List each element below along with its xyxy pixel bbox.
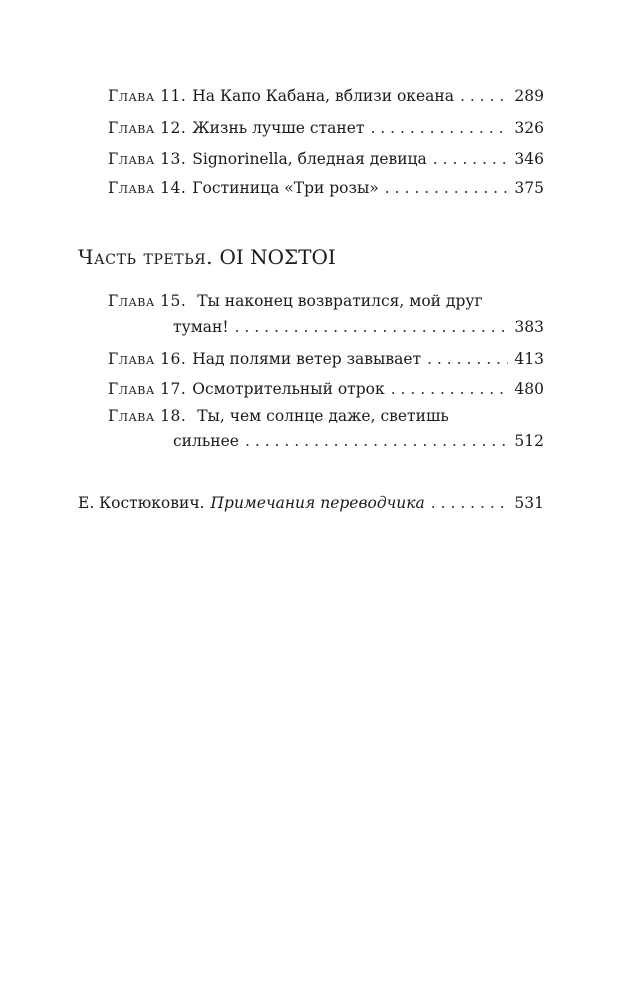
chapter-title: На Капо Кабана, вблизи океана (192, 87, 454, 105)
page-number: 289 (514, 87, 544, 105)
page-number: 413 (514, 350, 544, 368)
chapter-label: Глава 16. (108, 350, 187, 368)
dot-leader (385, 178, 509, 198)
chapter-title: Signorinella, бледная девица (192, 150, 427, 168)
toc-entry-chapter-15-line1[interactable] (108, 291, 483, 311)
dot-leader (235, 317, 509, 337)
page-number: 375 (514, 179, 544, 197)
chapter-title: Гостиница «Три розы» (192, 179, 379, 197)
page-number: 346 (514, 150, 544, 168)
page-number: 512 (514, 432, 544, 450)
chapter-title: Осмотрительный отрок (192, 380, 385, 398)
toc-entry-chapter-17[interactable] (108, 379, 544, 399)
chapter-title-line1: Ты наконец возвратился, мой друг (197, 292, 483, 310)
chapter-label: Глава 11. (108, 87, 187, 105)
toc-entry-chapter-18-line1[interactable] (108, 406, 449, 426)
part-heading-prefix: Часть третья. (78, 245, 214, 269)
dot-leader (370, 118, 508, 138)
page-number: 326 (514, 119, 544, 137)
notes-author: Е. Костюкович. (78, 494, 205, 512)
toc-entry-chapter-16[interactable] (108, 349, 544, 369)
dot-leader (431, 493, 509, 513)
toc-entry-chapter-11[interactable] (108, 86, 544, 106)
page-number: 480 (514, 380, 544, 398)
page-number: 531 (514, 494, 544, 512)
chapter-title-line2: сильнее (173, 432, 239, 450)
chapter-label: Глава 14. (108, 179, 187, 197)
dot-leader (245, 431, 508, 451)
toc-entry-chapter-14[interactable] (108, 178, 544, 198)
dot-leader (460, 86, 508, 106)
dot-leader (391, 379, 509, 399)
chapter-title: Над полями ветер завывает (192, 350, 422, 368)
toc-entry-chapter-12[interactable] (108, 118, 544, 138)
chapter-title-line2: туман! (173, 318, 229, 336)
chapter-title-line1: Ты, чем солнце даже, светишь (197, 407, 449, 425)
part-heading (78, 244, 336, 270)
dot-leader (433, 149, 509, 169)
toc-entry-chapter-15-line2[interactable] (173, 317, 544, 337)
chapter-label: Глава 17. (108, 380, 187, 398)
dot-leader (427, 349, 508, 369)
chapter-label: Глава 12. (108, 119, 187, 137)
toc-entry-translator-notes[interactable] (78, 493, 544, 513)
chapter-label: Глава 13. (108, 150, 187, 168)
page-number: 383 (514, 318, 544, 336)
toc-entry-chapter-18-line2[interactable] (173, 431, 544, 451)
chapter-label: Глава 15. (108, 292, 187, 310)
chapter-label: Глава 18. (108, 407, 187, 425)
notes-title: Примечания переводчика (210, 494, 425, 512)
toc-entry-chapter-13[interactable] (108, 149, 544, 169)
part-heading-title: ΟΙ ΝΟΣΤΟΙ (219, 245, 336, 269)
chapter-title: Жизнь лучше станет (192, 119, 365, 137)
